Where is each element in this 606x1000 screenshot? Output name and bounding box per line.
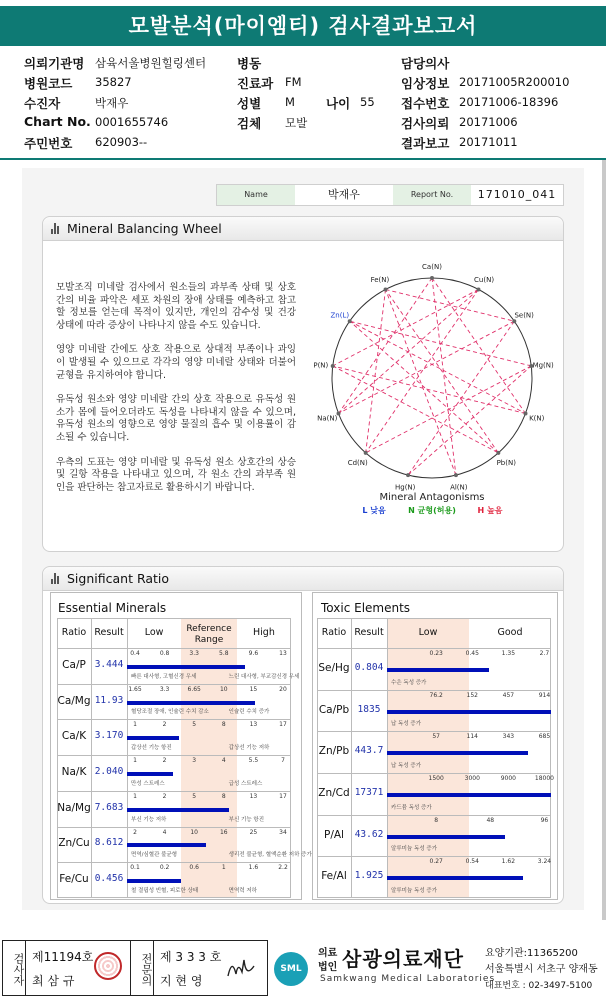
tick-label: 4	[162, 828, 167, 836]
tick-label: 1.6	[248, 864, 259, 872]
tick-label: 5	[192, 721, 197, 729]
report-title: 모발분석(마이엠티) 검사결과보고서	[0, 6, 606, 46]
ratio-result: 43.62	[354, 828, 384, 840]
tick-labels	[127, 686, 291, 694]
tick-label: 0.8	[159, 650, 170, 657]
tick-label: 5	[192, 792, 197, 800]
tick-label: 10	[219, 685, 228, 693]
sml-logo: SML	[274, 952, 308, 986]
tick-label: 3	[192, 757, 197, 765]
org-phone: 대표번호 : 02-3497-5100	[485, 981, 593, 991]
ratio-name: Se/Hg	[318, 661, 350, 674]
tick-label: 8	[434, 816, 439, 824]
wheel-legend-item: H 높음	[477, 506, 503, 515]
bar-chart-icon	[51, 223, 62, 234]
ratio-result: 1835	[357, 703, 381, 715]
specialist-name: 지 현 영	[160, 974, 203, 988]
tick-label: 96	[540, 816, 549, 824]
ratio-result: 1.925	[354, 870, 384, 882]
tick-label: 13	[279, 650, 287, 657]
wheel-heading-text: Mineral Balancing Wheel	[67, 221, 222, 236]
org-address: 서울특별시 서초구 양재동	[485, 964, 598, 975]
tick-label: 17	[279, 792, 287, 800]
wheel-node	[430, 276, 434, 280]
ratio-bar	[127, 772, 173, 776]
ratio-result: 7.683	[94, 801, 124, 813]
tick-label: 114	[466, 733, 478, 741]
tick-label: 8	[221, 721, 226, 729]
tick-label: 0.4	[130, 650, 140, 657]
ratio-name: Fe/Cu	[59, 873, 89, 886]
clinical-value: 20171005R200010	[459, 75, 570, 89]
ratio-result: 0.804	[354, 661, 384, 673]
tick-label: 17	[279, 721, 287, 729]
sex-value: M	[285, 95, 295, 109]
page-edge	[602, 160, 606, 920]
wheel-node	[524, 411, 528, 415]
ward-label: 병동	[237, 56, 262, 71]
wheel-node-label: K(N)	[529, 414, 545, 423]
wheel-node-label: Al(N)	[450, 483, 468, 492]
org-prefix: 의료	[318, 948, 338, 959]
wheel-node-label: Hg(N)	[394, 483, 416, 492]
wheel-node-label: Fe(N)	[370, 275, 390, 284]
tick-label: 20	[279, 685, 287, 693]
tick-label: 5.8	[219, 650, 229, 657]
wheel-heading	[43, 217, 563, 241]
tick-labels	[387, 775, 554, 783]
row-divider	[57, 755, 291, 756]
ratio-bar	[387, 751, 528, 755]
col-high-header: High	[253, 627, 275, 638]
col-result-header: Result	[94, 627, 124, 638]
wheel-node	[364, 451, 368, 455]
wheel-node	[454, 473, 458, 477]
patient-label: 수진자	[24, 96, 61, 111]
tick-labels	[127, 757, 291, 765]
inspector-license: 제11194호	[32, 950, 94, 964]
tick-label: 0.54	[465, 858, 479, 866]
ratio-name: Ca/Mg	[57, 694, 91, 707]
tick-label: 914	[538, 691, 551, 699]
ratio-heading	[43, 567, 563, 591]
inspector-side-label: 검사자	[2, 940, 26, 996]
wheel-node-label: Se(N)	[514, 311, 534, 320]
wheel-description	[56, 282, 296, 506]
tick-label: 2	[162, 721, 167, 729]
ratio-bar	[127, 879, 181, 883]
tick-label: 4	[221, 757, 226, 765]
resident-label: 주민번호	[24, 136, 73, 151]
report-date-value: 20171011	[459, 135, 518, 149]
low-range-band	[387, 619, 469, 897]
specimen-label: 검체	[237, 116, 262, 131]
high-note: 부신 기능 항진	[228, 816, 265, 823]
tick-label: 1500	[428, 775, 444, 782]
tick-label: 0.6	[189, 864, 199, 872]
tick-labels	[387, 692, 551, 700]
specialist-license: 제 3 3 3 호	[160, 950, 222, 964]
low-note: 납 독성 증가	[391, 721, 422, 728]
dept-label: 진료과	[237, 76, 274, 91]
tick-label: 2.7	[539, 650, 550, 657]
row-divider	[317, 856, 551, 857]
tick-label: 152	[466, 691, 478, 699]
ratio-name: Zn/Cd	[318, 786, 350, 799]
tick-label: 3.3	[159, 685, 170, 693]
tick-label: 7	[281, 757, 285, 765]
wheel-node-label: Cd(N)	[347, 458, 368, 467]
tick-label: 3.3	[189, 650, 199, 657]
tick-label: 1	[133, 721, 137, 729]
footer	[0, 938, 606, 1000]
low-note: 납 독성 증가	[391, 763, 422, 769]
tick-label: 1.65	[128, 685, 142, 693]
col-low-header: Low	[144, 627, 164, 638]
col-result-header: Result	[354, 627, 384, 638]
tick-labels	[387, 733, 551, 741]
wheel-node-label: Mg(N)	[532, 361, 554, 370]
ratio-name: Zn/Cu	[58, 837, 90, 850]
specimen-value: 모발	[285, 116, 308, 130]
ratio-bar	[387, 668, 489, 672]
tick-label: 34	[279, 828, 287, 836]
tick-labels	[127, 829, 291, 837]
wheel-node	[348, 319, 352, 323]
mineral-wheel-diagram	[304, 256, 560, 518]
row-divider	[57, 862, 291, 863]
wheel-legend-item: L 낮음	[362, 506, 386, 515]
wheel-node-label: Na(N)	[317, 414, 338, 423]
ratio-bar	[387, 835, 505, 839]
ratio-name: Na/Mg	[57, 801, 91, 814]
tick-label: 2.2	[278, 864, 288, 872]
ratio-bar	[387, 876, 523, 880]
ratio-result: 3.170	[94, 730, 124, 742]
tick-label: 3.24	[537, 858, 552, 866]
tick-labels	[127, 721, 291, 729]
ratio-result: 443.7	[354, 745, 384, 757]
patient-value: 박재우	[95, 96, 129, 110]
low-note: 만성 스트레스	[131, 780, 165, 787]
wheel-node	[512, 319, 516, 323]
tick-label: 9.6	[248, 650, 259, 657]
request-value: 20171006	[459, 115, 518, 129]
age-value: 55	[360, 95, 375, 109]
row-divider	[317, 648, 551, 649]
row-divider	[57, 719, 291, 720]
row-divider	[317, 690, 551, 691]
tick-label: 2	[162, 792, 167, 800]
tick-label: 1	[133, 792, 137, 800]
ratio-bar	[127, 808, 229, 812]
tick-label: 13	[249, 792, 258, 800]
ratio-bar	[127, 701, 255, 705]
org-english-name: Samkwang Medical Laboratories	[320, 974, 496, 984]
row-divider	[317, 815, 551, 816]
age-label: 나이	[326, 96, 351, 111]
org-name: 삼광의료재단	[342, 947, 464, 971]
tick-label: 457	[502, 691, 515, 699]
low-note: 면역/심혈관 불균형	[131, 852, 178, 859]
ratio-name: Ca/Pb	[318, 703, 350, 716]
tick-label: 1.35	[501, 650, 516, 657]
low-note: 부신 기능 저하	[131, 816, 167, 823]
row-divider	[57, 827, 291, 828]
ratio-name: Zn/Pb	[318, 745, 350, 758]
tick-label: 57	[432, 733, 441, 741]
hospital-code-label: 병원코드	[24, 76, 73, 91]
chart-value: 0001655746	[95, 115, 169, 129]
col-reference-header: Reference Range	[186, 624, 232, 645]
ratio-result: 0.456	[94, 873, 124, 885]
wheel-node-label: Cu(N)	[474, 275, 495, 284]
wheel-node-label: Pb(N)	[496, 458, 516, 467]
low-note: 빠른 대사형, 고혈신경 우세	[131, 673, 197, 680]
row-divider	[317, 731, 551, 732]
tick-label: 0.2	[159, 864, 170, 872]
tick-label: 2	[162, 757, 167, 765]
tick-label: 1.62	[501, 858, 516, 866]
row-divider	[57, 791, 291, 792]
tick-labels	[127, 650, 291, 658]
receipt-value: 20171006-18396	[459, 95, 559, 109]
wheel-circle	[332, 275, 532, 478]
ratio-bar	[127, 665, 245, 669]
ratio-bar	[127, 736, 179, 740]
report-date-label: 결과보고	[401, 136, 450, 151]
high-note: 인슐린 수치 증가	[228, 709, 270, 716]
signature-image	[224, 952, 258, 984]
tick-label: 9000	[500, 775, 516, 782]
tick-label: 25	[249, 828, 258, 836]
high-note: 생리전 불균형, 혈액순환 저하 증가	[228, 852, 312, 859]
ratio-result: 8.612	[94, 837, 124, 849]
wheel-node	[331, 364, 335, 368]
col-low-header: Low	[418, 627, 438, 638]
tick-labels	[127, 793, 291, 801]
sex-label: 성별	[237, 96, 262, 111]
tick-label: 0.45	[465, 650, 479, 657]
tick-labels	[387, 817, 551, 825]
tick-label: 685	[538, 733, 551, 741]
patient-info	[0, 52, 606, 152]
name-value: 박재우	[328, 188, 360, 201]
low-note: 철 결핍성 빈혈, 피로한 상태	[131, 888, 199, 894]
tick-label: 15	[249, 685, 258, 693]
tick-label: 6.65	[187, 685, 201, 693]
wheel-paragraph: 영양 미네랄 간에도 상호 작용으로 상대적 부족이나 과잉이 발생될 수 있으므로 각각의 영양 미네랄 상태와 더불어 균형을 유지하여야 합니다.	[56, 344, 296, 381]
tick-labels	[127, 864, 291, 872]
high-note: 급성 스트레스	[228, 780, 263, 787]
low-note: 혈당조절 장애, 인슐린 수치 감소	[131, 709, 209, 716]
row-divider	[57, 648, 291, 649]
receipt-label: 접수번호	[401, 96, 450, 111]
divider	[0, 158, 606, 160]
tick-label: 0.27	[429, 858, 443, 866]
tick-label: 0.23	[429, 650, 443, 657]
tick-label: 76.2	[429, 691, 443, 699]
hospital-code-value: 35827	[95, 75, 132, 89]
tick-labels	[387, 650, 551, 658]
toxic-title: Toxic Elements	[321, 601, 411, 615]
ratio-name: Na/K	[61, 766, 87, 778]
col-ratio-header: Ratio	[321, 627, 347, 638]
ratio-name: Fe/Al	[321, 870, 347, 883]
wheel-caption: Mineral Antagonisms	[379, 492, 485, 503]
essential-title: Essential Minerals	[58, 601, 167, 615]
request-label: 검사의뢰	[401, 116, 450, 131]
low-note: 카드뮴 독성 증가	[391, 804, 432, 811]
tick-label: 1	[133, 757, 137, 765]
tick-label: 48	[486, 816, 495, 824]
name-label: Name	[217, 185, 295, 205]
wheel-paragraph: 유독성 원소와 영양 미네랄 간의 상호 작용으로 유독성 원소가 몸에 들어오더라도 독성을 나타내지 않을 수 있으며, 유독성 원소의 영향으로 영양 물질의 흡수 및 이용률이 감소될 수 있습니다.	[56, 394, 296, 443]
tick-label: 343	[502, 733, 515, 741]
resident-value: 620903--	[95, 135, 148, 149]
row-divider	[57, 684, 291, 685]
ratio-result: 11.93	[94, 694, 124, 706]
ratio-result: 3.444	[94, 658, 124, 670]
ratio-result: 2.040	[94, 766, 124, 777]
specialist-side-label: 전문의	[130, 940, 154, 996]
wheel-paragraph: 모발조직 미네랄 검사에서 원소들의 과부족 상태 및 상호간의 비율 파악은 세포 차원의 장애 상태를 예측하고 참고할 정보를 얻는데 목적이 있지만, 개인의 감수성 및 건강 상태에 따라 증상이 나타나지 않을 수도 있습니다.	[56, 282, 296, 331]
tick-label: 0.1	[130, 864, 140, 872]
chart-label: Chart No.	[24, 114, 91, 129]
ratio-bar	[127, 843, 206, 847]
low-note: 알루미늄 독성 증가	[391, 846, 438, 853]
clinical-label: 임상정보	[401, 76, 450, 91]
ratio-heading-text: Significant Ratio	[67, 571, 170, 586]
institution-value: 삼육서울병원힐링센터	[95, 56, 207, 70]
wheel-paragraph: 우측의 도표는 영양 미네랄 및 유독성 원소 상호간의 상승 및 길항 작용을 나타내고 있으며, 각 원소 간의 과부족 원인을 판단하는 참고자료로 활용하시기 바랍니다.	[56, 456, 296, 493]
tick-label: 13	[249, 721, 258, 729]
col-ratio-header: Ratio	[61, 627, 87, 638]
tick-labels	[387, 858, 551, 866]
report-no-value: 171010_041	[477, 188, 557, 201]
low-note: 갑상선 기능 항진	[131, 745, 172, 752]
seal-stamp	[94, 952, 122, 980]
ratio-name: P/Al	[324, 828, 344, 841]
tick-label: 5.5	[248, 757, 259, 765]
tick-label: 8	[221, 792, 226, 800]
tick-label: 16	[219, 828, 228, 836]
ratio-bar	[387, 710, 551, 714]
row-divider	[317, 773, 551, 774]
tick-label: 18000	[534, 775, 554, 782]
report-no-label: Report No.	[393, 185, 471, 205]
low-note: 수은 독성 증가	[391, 679, 427, 686]
ratio-name: Ca/P	[62, 658, 86, 671]
wheel-node-label: Zn(L)	[330, 311, 350, 320]
wheel-node-label: P(N)	[313, 361, 329, 370]
bar-chart-icon	[51, 573, 62, 584]
wheel-node	[384, 287, 388, 291]
high-note: 느린 대사형, 부교감신경 우세	[228, 673, 300, 680]
wheel-node	[406, 473, 410, 477]
org-prefix: 법인	[318, 962, 338, 973]
ratio-name: Ca/K	[61, 730, 87, 743]
institution-label: 의뢰기관명	[24, 56, 85, 71]
institution-code: 요양기관:11365200	[485, 948, 578, 959]
wheel-node	[496, 451, 500, 455]
tick-label: 10	[190, 828, 199, 836]
tick-label: 1	[221, 864, 226, 872]
ratio-bar	[387, 793, 551, 797]
tick-label: 2	[133, 828, 137, 836]
wheel-node-label: Ca(N)	[422, 263, 442, 271]
doctor-label: 담당의사	[401, 56, 450, 71]
low-note: 알루미늄 독성 증가	[391, 888, 438, 894]
wheel-node	[476, 287, 480, 291]
ratio-result: 17371	[354, 786, 384, 798]
col-good-header: Good	[497, 627, 523, 638]
wheel-legend-item: N 균형(허용)	[408, 506, 456, 515]
high-note: 갑상선 기능 저하	[228, 745, 270, 752]
dept-value: FM	[285, 75, 302, 89]
name-bar	[216, 184, 564, 206]
tick-label: 3000	[464, 775, 480, 782]
high-note: 면역력 저하	[228, 888, 257, 894]
inspector-name: 최 삼 규	[32, 974, 75, 988]
